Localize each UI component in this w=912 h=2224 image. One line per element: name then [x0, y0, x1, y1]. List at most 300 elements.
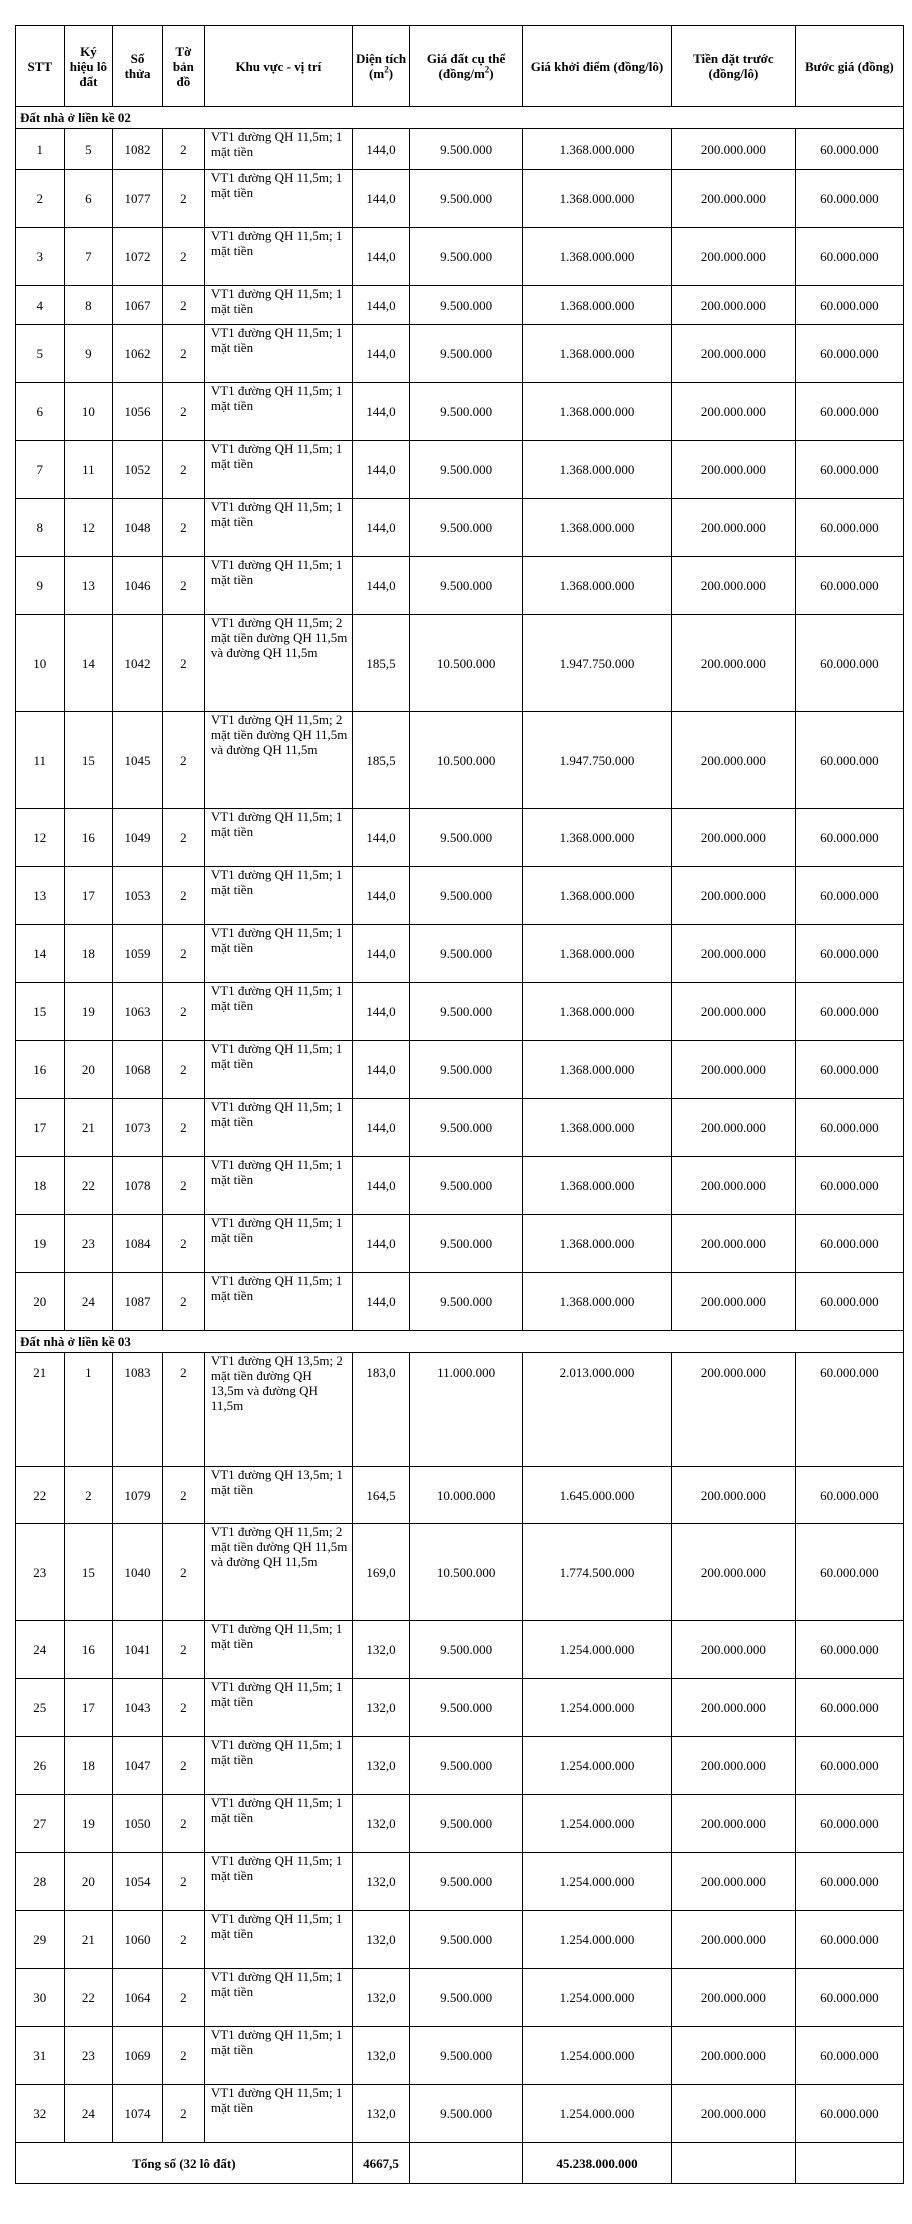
table-row [16, 983, 904, 1041]
cell-khu-vuc: VT1 đường QH 11,5m; 1 mặt tiền [204, 557, 352, 615]
cell-to-ban-do: 2 [162, 1099, 204, 1157]
cell-stt: 28 [16, 1853, 65, 1911]
header-gia-khoi-diem: Giá khởi điểm (đồng/lô) [522, 26, 671, 107]
cell-ky-hieu: 15 [64, 1524, 113, 1621]
cell-so-thua: 1049 [113, 809, 163, 867]
cell-tien-dat-truoc: 200.000.000 [672, 1041, 796, 1099]
cell-to-ban-do: 2 [162, 1679, 204, 1737]
cell-gia-dat: 10.000.000 [410, 1467, 523, 1524]
cell-ky-hieu: 10 [64, 383, 113, 441]
cell-so-thua: 1068 [113, 1041, 163, 1099]
cell-gia-khoi-diem: 1.774.500.000 [522, 1524, 671, 1621]
cell-so-thua: 1040 [113, 1524, 163, 1621]
cell-gia-dat: 9.500.000 [410, 1969, 523, 2027]
cell-gia-khoi-diem: 1.645.000.000 [522, 1467, 671, 1524]
cell-stt: 5 [16, 325, 65, 383]
table-row [16, 1737, 904, 1795]
cell-tien-dat-truoc: 200.000.000 [672, 325, 796, 383]
cell-stt: 14 [16, 925, 65, 983]
cell-gia-dat: 9.500.000 [410, 2027, 523, 2085]
total-row [16, 2143, 904, 2184]
cell-khu-vuc: VT1 đường QH 11,5m; 1 mặt tiền [204, 1737, 352, 1795]
cell-khu-vuc: VT1 đường QH 11,5m; 1 mặt tiền [204, 1157, 352, 1215]
cell-gia-dat: 9.500.000 [410, 2085, 523, 2143]
cell-gia-dat: 9.500.000 [410, 499, 523, 557]
cell-khu-vuc: VT1 đường QH 11,5m; 1 mặt tiền [204, 1795, 352, 1853]
cell-to-ban-do: 2 [162, 129, 204, 170]
cell-khu-vuc: VT1 đường QH 11,5m; 1 mặt tiền [204, 228, 352, 286]
cell-gia-khoi-diem: 1.254.000.000 [522, 1969, 671, 2027]
cell-dien-tich: 132,0 [352, 1795, 409, 1853]
cell-so-thua: 1050 [113, 1795, 163, 1853]
cell-khu-vuc: VT1 đường QH 11,5m; 1 mặt tiền [204, 1099, 352, 1157]
cell-gia-khoi-diem: 1.368.000.000 [522, 983, 671, 1041]
table-row [16, 499, 904, 557]
cell-gia-khoi-diem: 1.368.000.000 [522, 809, 671, 867]
cell-gia-dat: 9.500.000 [410, 383, 523, 441]
cell-ky-hieu: 17 [64, 1679, 113, 1737]
cell-buoc-gia: 60.000.000 [795, 383, 903, 441]
cell-gia-khoi-diem: 1.368.000.000 [522, 925, 671, 983]
cell-buoc-gia: 60.000.000 [795, 1353, 903, 1467]
header-gia-dat-unit: (đồng/m [438, 66, 485, 81]
cell-to-ban-do: 2 [162, 441, 204, 499]
cell-so-thua: 1069 [113, 2027, 163, 2085]
cell-khu-vuc: VT1 đường QH 11,5m; 1 mặt tiền [204, 1273, 352, 1331]
cell-gia-dat: 9.500.000 [410, 1099, 523, 1157]
cell-gia-khoi-diem: 1.368.000.000 [522, 867, 671, 925]
cell-dien-tich: 144,0 [352, 129, 409, 170]
table-row [16, 1041, 904, 1099]
cell-khu-vuc: VT1 đường QH 13,5m; 1 mặt tiền [204, 1467, 352, 1524]
cell-to-ban-do: 2 [162, 557, 204, 615]
cell-tien-dat-truoc: 200.000.000 [672, 1853, 796, 1911]
cell-ky-hieu: 15 [64, 712, 113, 809]
cell-ky-hieu: 24 [64, 1273, 113, 1331]
cell-gia-dat: 9.500.000 [410, 325, 523, 383]
cell-to-ban-do: 2 [162, 925, 204, 983]
group-label: Đất nhà ở liền kề 02 [16, 107, 904, 129]
table-row [16, 129, 904, 170]
cropped-top-margin [15, 15, 904, 25]
cell-tien-dat-truoc: 200.000.000 [672, 1737, 796, 1795]
cell-so-thua: 1082 [113, 129, 163, 170]
cell-stt: 25 [16, 1679, 65, 1737]
cell-stt: 4 [16, 286, 65, 325]
header-so-thua: Số thửa [113, 26, 163, 107]
cell-gia-dat: 9.500.000 [410, 1215, 523, 1273]
cell-to-ban-do: 2 [162, 1969, 204, 2027]
cell-ky-hieu: 6 [64, 170, 113, 228]
cell-tien-dat-truoc: 200.000.000 [672, 1099, 796, 1157]
cell-gia-khoi-diem: 1.254.000.000 [522, 1679, 671, 1737]
cell-tien-dat-truoc: 200.000.000 [672, 228, 796, 286]
document-page [15, 15, 904, 2184]
cell-gia-khoi-diem: 1.254.000.000 [522, 1795, 671, 1853]
cell-gia-dat: 10.500.000 [410, 615, 523, 712]
cell-dien-tich: 183,0 [352, 1353, 409, 1467]
cell-tien-dat-truoc: 200.000.000 [672, 615, 796, 712]
cell-tien-dat-truoc: 200.000.000 [672, 129, 796, 170]
cell-buoc-gia: 60.000.000 [795, 129, 903, 170]
cell-khu-vuc: VT1 đường QH 11,5m; 1 mặt tiền [204, 2085, 352, 2143]
cell-dien-tich: 144,0 [352, 325, 409, 383]
cell-so-thua: 1052 [113, 441, 163, 499]
table-row [16, 1467, 904, 1524]
cell-so-thua: 1067 [113, 286, 163, 325]
cell-ky-hieu: 7 [64, 228, 113, 286]
cell-khu-vuc: VT1 đường QH 11,5m; 1 mặt tiền [204, 499, 352, 557]
cell-buoc-gia: 60.000.000 [795, 1737, 903, 1795]
cell-buoc-gia: 60.000.000 [795, 228, 903, 286]
cell-ky-hieu: 18 [64, 925, 113, 983]
header-dien-tich-unit: (m [369, 66, 385, 81]
cell-dien-tich: 132,0 [352, 1679, 409, 1737]
cell-gia-khoi-diem: 1.368.000.000 [522, 228, 671, 286]
cell-khu-vuc: VT1 đường QH 11,5m; 1 mặt tiền [204, 170, 352, 228]
cell-ky-hieu: 18 [64, 1737, 113, 1795]
table-body [16, 107, 904, 2143]
cell-stt: 11 [16, 712, 65, 809]
cell-gia-khoi-diem: 1.368.000.000 [522, 557, 671, 615]
header-row [16, 26, 904, 107]
cell-so-thua: 1063 [113, 983, 163, 1041]
table-row [16, 1679, 904, 1737]
table-row [16, 1353, 904, 1467]
cell-to-ban-do: 2 [162, 2027, 204, 2085]
cell-tien-dat-truoc: 200.000.000 [672, 1157, 796, 1215]
cell-gia-dat: 9.500.000 [410, 286, 523, 325]
cell-to-ban-do: 2 [162, 228, 204, 286]
cell-dien-tich: 144,0 [352, 925, 409, 983]
header-gia-dat-sup: 2 [484, 64, 490, 75]
cell-buoc-gia: 60.000.000 [795, 1041, 903, 1099]
cell-ky-hieu: 5 [64, 129, 113, 170]
cell-tien-dat-truoc: 200.000.000 [672, 983, 796, 1041]
cell-ky-hieu: 8 [64, 286, 113, 325]
cell-gia-khoi-diem: 1.254.000.000 [522, 1911, 671, 1969]
land-auction-table [15, 25, 904, 2184]
cell-ky-hieu: 2 [64, 1467, 113, 1524]
cell-dien-tich: 144,0 [352, 441, 409, 499]
cell-khu-vuc: VT1 đường QH 11,5m; 1 mặt tiền [204, 1621, 352, 1679]
cell-gia-dat: 9.500.000 [410, 1157, 523, 1215]
table-row [16, 925, 904, 983]
cell-stt: 12 [16, 809, 65, 867]
cell-ky-hieu: 9 [64, 325, 113, 383]
cell-dien-tich: 144,0 [352, 170, 409, 228]
cell-dien-tich: 132,0 [352, 2085, 409, 2143]
table-row [16, 1853, 904, 1911]
total-tien-dat-truoc-empty [672, 2143, 796, 2184]
cell-tien-dat-truoc: 200.000.000 [672, 1215, 796, 1273]
cell-stt: 20 [16, 1273, 65, 1331]
cell-so-thua: 1072 [113, 228, 163, 286]
cell-buoc-gia: 60.000.000 [795, 809, 903, 867]
cell-so-thua: 1041 [113, 1621, 163, 1679]
cell-stt: 26 [16, 1737, 65, 1795]
cell-dien-tich: 144,0 [352, 1273, 409, 1331]
cell-tien-dat-truoc: 200.000.000 [672, 1524, 796, 1621]
cell-gia-khoi-diem: 1.368.000.000 [522, 383, 671, 441]
cell-khu-vuc: VT1 đường QH 11,5m; 2 mặt tiền đường QH 11,5m và đường QH 11,5m [204, 1524, 352, 1621]
table-row [16, 1969, 904, 2027]
cell-ky-hieu: 19 [64, 1795, 113, 1853]
cell-buoc-gia: 60.000.000 [795, 1621, 903, 1679]
cell-so-thua: 1064 [113, 1969, 163, 2027]
cell-dien-tich: 132,0 [352, 1621, 409, 1679]
cell-ky-hieu: 21 [64, 1099, 113, 1157]
cell-dien-tich: 185,5 [352, 712, 409, 809]
cell-so-thua: 1059 [113, 925, 163, 983]
cell-ky-hieu: 22 [64, 1969, 113, 2027]
cell-stt: 8 [16, 499, 65, 557]
cell-khu-vuc: VT1 đường QH 11,5m; 1 mặt tiền [204, 129, 352, 170]
cell-stt: 21 [16, 1353, 65, 1467]
cell-khu-vuc: VT1 đường QH 11,5m; 1 mặt tiền [204, 1679, 352, 1737]
cell-dien-tich: 132,0 [352, 1737, 409, 1795]
cell-dien-tich: 132,0 [352, 2027, 409, 2085]
cell-khu-vuc: VT1 đường QH 11,5m; 1 mặt tiền [204, 441, 352, 499]
cell-to-ban-do: 2 [162, 1157, 204, 1215]
cell-dien-tich: 169,0 [352, 1524, 409, 1621]
cell-to-ban-do: 2 [162, 1215, 204, 1273]
cell-stt: 13 [16, 867, 65, 925]
cell-buoc-gia: 60.000.000 [795, 867, 903, 925]
cell-khu-vuc: VT1 đường QH 11,5m; 1 mặt tiền [204, 983, 352, 1041]
cell-khu-vuc: VT1 đường QH 11,5m; 1 mặt tiền [204, 925, 352, 983]
cell-dien-tich: 132,0 [352, 1911, 409, 1969]
cell-gia-dat: 9.500.000 [410, 1041, 523, 1099]
cell-tien-dat-truoc: 200.000.000 [672, 809, 796, 867]
cell-tien-dat-truoc: 200.000.000 [672, 867, 796, 925]
cell-tien-dat-truoc: 200.000.000 [672, 499, 796, 557]
cell-tien-dat-truoc: 200.000.000 [672, 170, 796, 228]
cell-buoc-gia: 60.000.000 [795, 712, 903, 809]
cell-tien-dat-truoc: 200.000.000 [672, 1353, 796, 1467]
cell-dien-tich: 144,0 [352, 383, 409, 441]
cell-ky-hieu: 24 [64, 2085, 113, 2143]
cell-ky-hieu: 16 [64, 809, 113, 867]
cell-khu-vuc: VT1 đường QH 11,5m; 2 mặt tiền đường QH 11,5m và đường QH 11,5m [204, 712, 352, 809]
cell-khu-vuc: VT1 đường QH 11,5m; 2 mặt tiền đường QH 11,5m và đường QH 11,5m [204, 615, 352, 712]
cell-to-ban-do: 2 [162, 1524, 204, 1621]
cell-buoc-gia: 60.000.000 [795, 1215, 903, 1273]
cell-gia-dat: 9.500.000 [410, 557, 523, 615]
table-footer [16, 2143, 904, 2184]
cell-so-thua: 1077 [113, 170, 163, 228]
cell-buoc-gia: 60.000.000 [795, 1157, 903, 1215]
cell-gia-dat: 11.000.000 [410, 1353, 523, 1467]
cell-tien-dat-truoc: 200.000.000 [672, 925, 796, 983]
cell-stt: 10 [16, 615, 65, 712]
table-row [16, 712, 904, 809]
cell-so-thua: 1045 [113, 712, 163, 809]
table-row [16, 286, 904, 325]
cell-gia-dat: 9.500.000 [410, 1621, 523, 1679]
table-row [16, 557, 904, 615]
table-row [16, 1621, 904, 1679]
cell-to-ban-do: 2 [162, 1621, 204, 1679]
cell-tien-dat-truoc: 200.000.000 [672, 1969, 796, 2027]
header-dien-tich [352, 26, 409, 107]
cell-gia-khoi-diem: 1.368.000.000 [522, 170, 671, 228]
table-row [16, 1215, 904, 1273]
total-dien-tich: 4667,5 [352, 2143, 409, 2184]
cell-stt: 29 [16, 1911, 65, 1969]
cell-stt: 22 [16, 1467, 65, 1524]
cell-to-ban-do: 2 [162, 867, 204, 925]
cell-tien-dat-truoc: 200.000.000 [672, 1795, 796, 1853]
cell-stt: 1 [16, 129, 65, 170]
cell-ky-hieu: 14 [64, 615, 113, 712]
cell-buoc-gia: 60.000.000 [795, 983, 903, 1041]
cell-stt: 30 [16, 1969, 65, 2027]
cell-dien-tich: 144,0 [352, 867, 409, 925]
cell-so-thua: 1047 [113, 1737, 163, 1795]
cell-gia-khoi-diem: 1.368.000.000 [522, 1273, 671, 1331]
cell-ky-hieu: 22 [64, 1157, 113, 1215]
cell-stt: 17 [16, 1099, 65, 1157]
cell-buoc-gia: 60.000.000 [795, 1467, 903, 1524]
cell-stt: 6 [16, 383, 65, 441]
cell-buoc-gia: 60.000.000 [795, 325, 903, 383]
cell-dien-tich: 144,0 [352, 557, 409, 615]
cell-gia-dat: 9.500.000 [410, 170, 523, 228]
cell-dien-tich: 144,0 [352, 1157, 409, 1215]
cell-so-thua: 1043 [113, 1679, 163, 1737]
cell-tien-dat-truoc: 200.000.000 [672, 2085, 796, 2143]
cell-ky-hieu: 23 [64, 1215, 113, 1273]
cell-gia-khoi-diem: 1.254.000.000 [522, 1737, 671, 1795]
cell-ky-hieu: 19 [64, 983, 113, 1041]
cell-khu-vuc: VT1 đường QH 11,5m; 1 mặt tiền [204, 1969, 352, 2027]
header-dien-tich-close: ) [388, 66, 394, 81]
cell-dien-tich: 144,0 [352, 228, 409, 286]
table-row [16, 1099, 904, 1157]
cell-gia-khoi-diem: 1.254.000.000 [522, 1853, 671, 1911]
total-label: Tổng số (32 lô đất) [16, 2143, 353, 2184]
table-row [16, 441, 904, 499]
cell-buoc-gia: 60.000.000 [795, 2027, 903, 2085]
cell-so-thua: 1048 [113, 499, 163, 557]
table-row [16, 228, 904, 286]
cell-khu-vuc: VT1 đường QH 11,5m; 1 mặt tiền [204, 383, 352, 441]
table-row [16, 2027, 904, 2085]
cell-gia-khoi-diem: 1.368.000.000 [522, 325, 671, 383]
cell-gia-khoi-diem: 1.368.000.000 [522, 129, 671, 170]
cell-so-thua: 1060 [113, 1911, 163, 1969]
cell-gia-dat: 9.500.000 [410, 925, 523, 983]
cell-gia-khoi-diem: 1.368.000.000 [522, 1215, 671, 1273]
cell-ky-hieu: 16 [64, 1621, 113, 1679]
table-row [16, 1524, 904, 1621]
cell-to-ban-do: 2 [162, 2085, 204, 2143]
header-gia-dat-text: Giá đất cụ thể [426, 51, 506, 66]
cell-buoc-gia: 60.000.000 [795, 1853, 903, 1911]
cell-so-thua: 1056 [113, 383, 163, 441]
cell-tien-dat-truoc: 200.000.000 [672, 712, 796, 809]
cell-dien-tich: 144,0 [352, 499, 409, 557]
cell-buoc-gia: 60.000.000 [795, 1679, 903, 1737]
header-gia-dat [410, 26, 523, 107]
cell-so-thua: 1078 [113, 1157, 163, 1215]
cell-buoc-gia: 60.000.000 [795, 1273, 903, 1331]
total-gia-dat-empty [410, 2143, 523, 2184]
cell-to-ban-do: 2 [162, 615, 204, 712]
cell-so-thua: 1074 [113, 2085, 163, 2143]
cell-tien-dat-truoc: 200.000.000 [672, 1679, 796, 1737]
cell-stt: 2 [16, 170, 65, 228]
cell-dien-tich: 132,0 [352, 1969, 409, 2027]
cell-khu-vuc: VT1 đường QH 11,5m; 1 mặt tiền [204, 809, 352, 867]
cell-dien-tich: 144,0 [352, 1215, 409, 1273]
cell-buoc-gia: 60.000.000 [795, 1524, 903, 1621]
cell-stt: 3 [16, 228, 65, 286]
cell-gia-dat: 9.500.000 [410, 983, 523, 1041]
cell-gia-dat: 9.500.000 [410, 1795, 523, 1853]
header-ky-hieu: Ký hiệu lô đất [64, 26, 113, 107]
cell-so-thua: 1083 [113, 1353, 163, 1467]
cell-gia-khoi-diem: 1.368.000.000 [522, 286, 671, 325]
header-dien-tich-sup: 2 [384, 64, 389, 75]
cell-tien-dat-truoc: 200.000.000 [672, 441, 796, 499]
cell-gia-dat: 9.500.000 [410, 129, 523, 170]
total-gia-khoi-diem: 45.238.000.000 [522, 2143, 671, 2184]
cell-stt: 15 [16, 983, 65, 1041]
cell-to-ban-do: 2 [162, 1853, 204, 1911]
cell-buoc-gia: 60.000.000 [795, 1969, 903, 2027]
cell-tien-dat-truoc: 200.000.000 [672, 1621, 796, 1679]
cell-so-thua: 1042 [113, 615, 163, 712]
cell-to-ban-do: 2 [162, 809, 204, 867]
cell-so-thua: 1084 [113, 1215, 163, 1273]
cell-to-ban-do: 2 [162, 983, 204, 1041]
cell-dien-tich: 144,0 [352, 809, 409, 867]
cell-khu-vuc: VT1 đường QH 11,5m; 1 mặt tiền [204, 325, 352, 383]
cell-ky-hieu: 20 [64, 1041, 113, 1099]
cell-so-thua: 1079 [113, 1467, 163, 1524]
cell-gia-dat: 9.500.000 [410, 1273, 523, 1331]
cell-khu-vuc: VT1 đường QH 13,5m; 2 mặt tiền đường QH 13,5m và đường QH 11,5m [204, 1353, 352, 1467]
cell-khu-vuc: VT1 đường QH 11,5m; 1 mặt tiền [204, 2027, 352, 2085]
cell-stt: 9 [16, 557, 65, 615]
cell-buoc-gia: 60.000.000 [795, 1911, 903, 1969]
cell-gia-khoi-diem: 1.947.750.000 [522, 615, 671, 712]
cell-tien-dat-truoc: 200.000.000 [672, 1273, 796, 1331]
cell-stt: 24 [16, 1621, 65, 1679]
table-row [16, 867, 904, 925]
cell-gia-khoi-diem: 1.254.000.000 [522, 2027, 671, 2085]
cell-to-ban-do: 2 [162, 712, 204, 809]
cell-gia-dat: 9.500.000 [410, 1679, 523, 1737]
header-stt: STT [16, 26, 65, 107]
cell-ky-hieu: 23 [64, 2027, 113, 2085]
cell-ky-hieu: 12 [64, 499, 113, 557]
table-row [16, 2085, 904, 2143]
cell-buoc-gia: 60.000.000 [795, 499, 903, 557]
cell-buoc-gia: 60.000.000 [795, 925, 903, 983]
cell-to-ban-do: 2 [162, 1737, 204, 1795]
cell-gia-khoi-diem: 1.368.000.000 [522, 1157, 671, 1215]
cell-gia-khoi-diem: 2.013.000.000 [522, 1353, 671, 1467]
header-dien-tich-text: Diện tích [355, 51, 407, 66]
cell-gia-dat: 9.500.000 [410, 1853, 523, 1911]
cell-khu-vuc: VT1 đường QH 11,5m; 1 mặt tiền [204, 1853, 352, 1911]
table-row [16, 1795, 904, 1853]
cell-to-ban-do: 2 [162, 499, 204, 557]
cell-to-ban-do: 2 [162, 1911, 204, 1969]
